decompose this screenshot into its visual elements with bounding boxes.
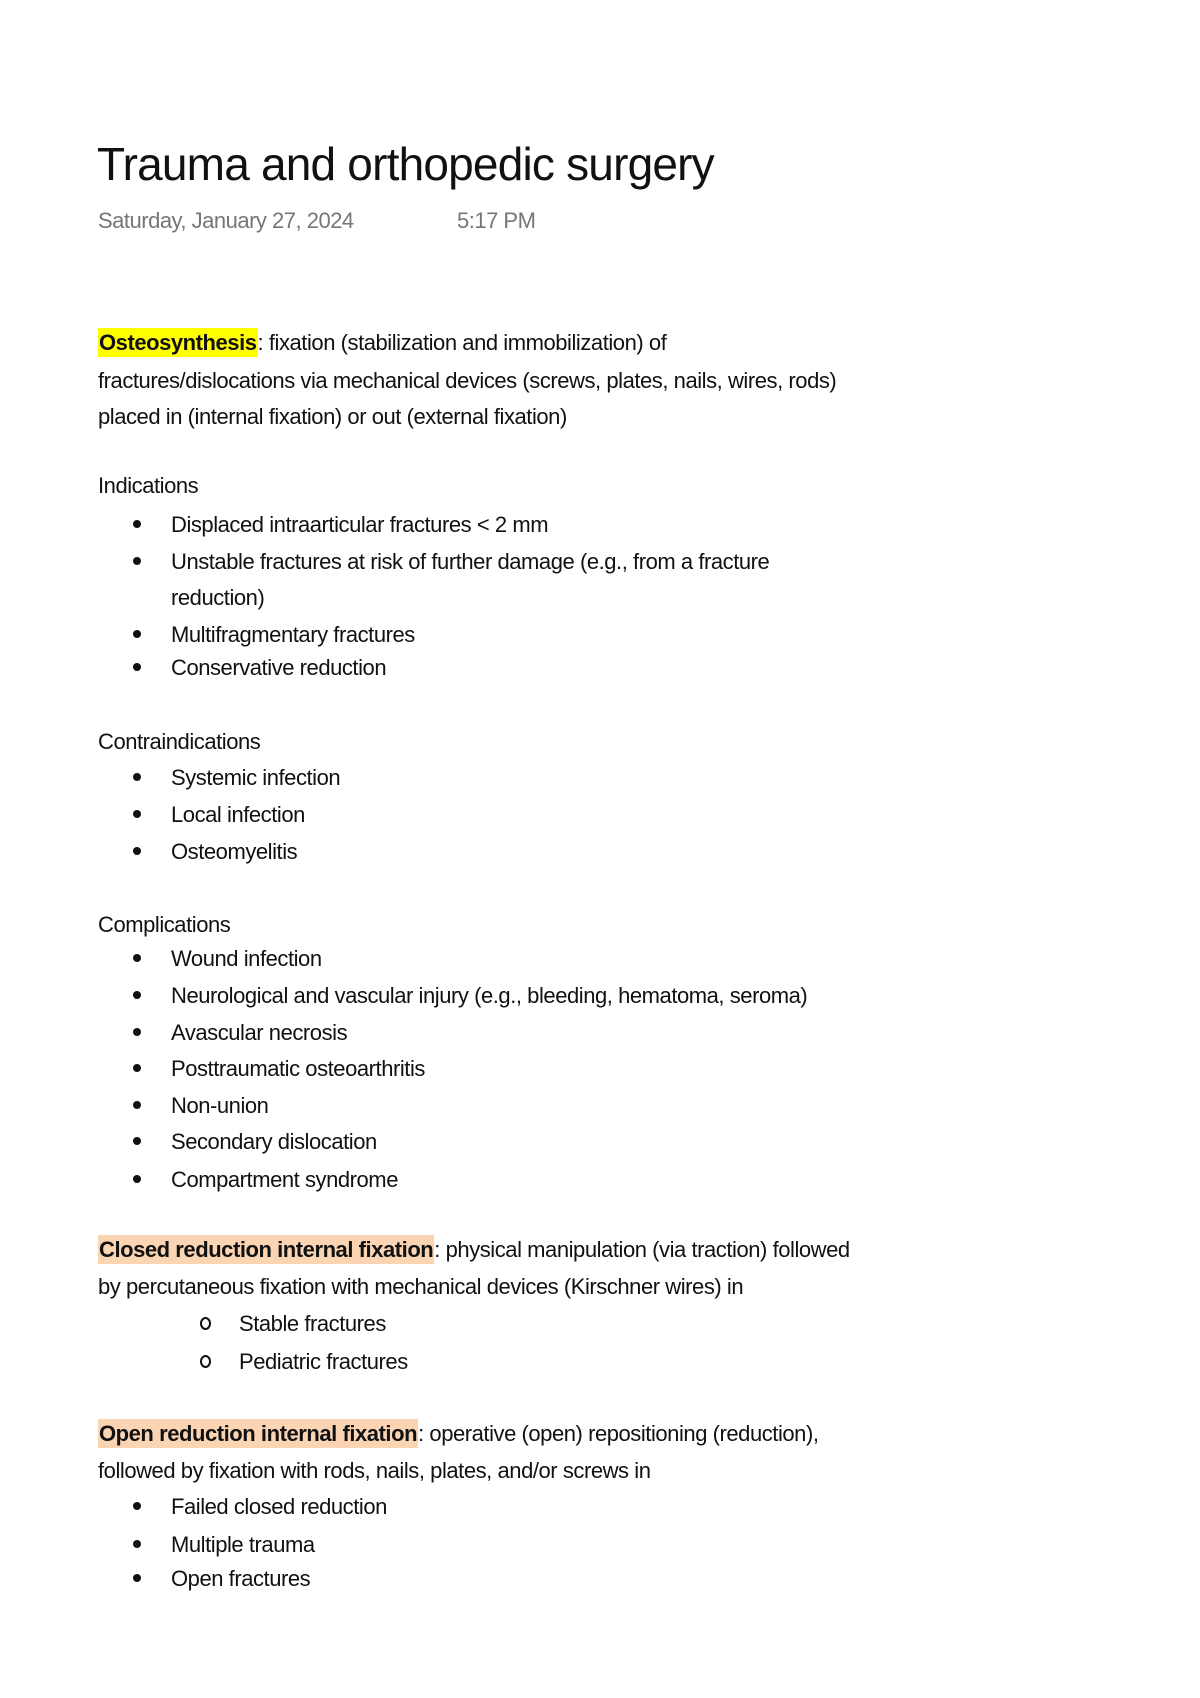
bullet-icon (133, 663, 141, 671)
term-osteosynthesis: Osteosynthesis (99, 330, 257, 355)
sub-list-item (200, 1348, 408, 1376)
list-item-text: Open fractures (171, 1566, 311, 1591)
note-time: 5:17 PM (457, 208, 536, 233)
circle-bullet-icon (200, 1355, 211, 1368)
list-item-text: Posttraumatic osteoarthritis (171, 1056, 425, 1081)
bullet-icon (133, 1064, 141, 1072)
list-item (133, 548, 769, 576)
list-item-text: Stable fractures (239, 1311, 386, 1336)
bullet-icon (133, 954, 141, 962)
list-item (133, 621, 415, 649)
definition-text: : operative (open) repositioning (reduction), (418, 1421, 819, 1446)
list-item (133, 1092, 268, 1120)
bullet-icon (133, 1540, 141, 1548)
definition-text: followed by fixation with rods, nails, plates, and/or screws in (98, 1458, 651, 1483)
list-item (133, 654, 386, 682)
list-item (133, 982, 807, 1010)
note-date: Saturday, January 27, 2024 (98, 208, 354, 233)
list-item (133, 801, 305, 829)
list-item (133, 1128, 377, 1156)
list-item-continuation: reduction) (171, 585, 265, 610)
list-item (133, 1565, 310, 1593)
list-item-text: Systemic infection (171, 765, 341, 790)
list-item-text: Avascular necrosis (171, 1020, 348, 1045)
heading-contraindications: Contraindications (98, 729, 261, 754)
list-item (133, 838, 297, 866)
term-orif: Open reduction internal fixation (99, 1421, 418, 1446)
list-item (133, 1166, 398, 1194)
page-title: Trauma and orthopedic surgery (97, 138, 714, 190)
heading-complications: Complications (98, 912, 231, 937)
list-item-text: Displaced intraarticular fractures < 2 mm (171, 512, 549, 537)
bullet-icon (133, 1502, 141, 1510)
circle-bullet-icon (200, 1317, 211, 1330)
list-item-text: Pediatric fractures (239, 1349, 408, 1374)
bullet-icon (133, 810, 141, 818)
list-item (133, 1055, 425, 1083)
list-item-text: Conservative reduction (171, 655, 387, 680)
list-item (133, 1493, 387, 1521)
list-item-text: Non-union (171, 1093, 269, 1118)
definition-text: placed in (internal fixation) or out (external fixation) (98, 404, 567, 429)
list-item-text: Local infection (171, 802, 305, 827)
crif-definition-line (98, 1236, 850, 1264)
heading-indications: Indications (98, 473, 199, 498)
definition-text: fractures/dislocations via mechanical devices (screws, plates, nails, wires, rods) (98, 368, 837, 393)
bullet-icon (133, 1137, 141, 1145)
term-crif: Closed reduction internal fixation (99, 1237, 434, 1262)
list-item (133, 1531, 315, 1559)
list-item-text: Wound infection (171, 946, 322, 971)
list-item (133, 1019, 347, 1047)
definition-text: : fixation (stabilization and immobilization) of (257, 330, 667, 355)
orif-definition-line (98, 1420, 819, 1448)
bullet-icon (133, 847, 141, 855)
bullet-icon (133, 1175, 141, 1183)
list-item-text: Osteomyelitis (171, 839, 298, 864)
definition-text: by percutaneous fixation with mechanical devices (Kirschner wires) in (98, 1274, 744, 1299)
list-item-text: Failed closed reduction (171, 1494, 387, 1519)
list-item (133, 764, 340, 792)
list-item-text: Compartment syndrome (171, 1167, 398, 1192)
bullet-icon (133, 520, 141, 528)
bullet-icon (133, 1101, 141, 1109)
list-item-text: Unstable fractures at risk of further damage (e.g., from a fracture (171, 549, 770, 574)
bullet-icon (133, 1574, 141, 1582)
list-item-text: Multiple trauma (171, 1532, 315, 1557)
list-item (133, 945, 322, 973)
list-item-text: Secondary dislocation (171, 1129, 377, 1154)
sub-list-item (200, 1310, 386, 1338)
bullet-icon (133, 1028, 141, 1036)
list-item-text: Multifragmentary fractures (171, 622, 415, 647)
bullet-icon (133, 991, 141, 999)
osteo-definition-line (98, 329, 666, 357)
bullet-icon (133, 773, 141, 781)
bullet-icon (133, 557, 141, 565)
bullet-icon (133, 630, 141, 638)
list-item (133, 511, 548, 539)
list-item-text: Neurological and vascular injury (e.g., bleeding, hematoma, seroma) (171, 983, 808, 1008)
definition-text: : physical manipulation (via traction) followed (434, 1237, 850, 1262)
